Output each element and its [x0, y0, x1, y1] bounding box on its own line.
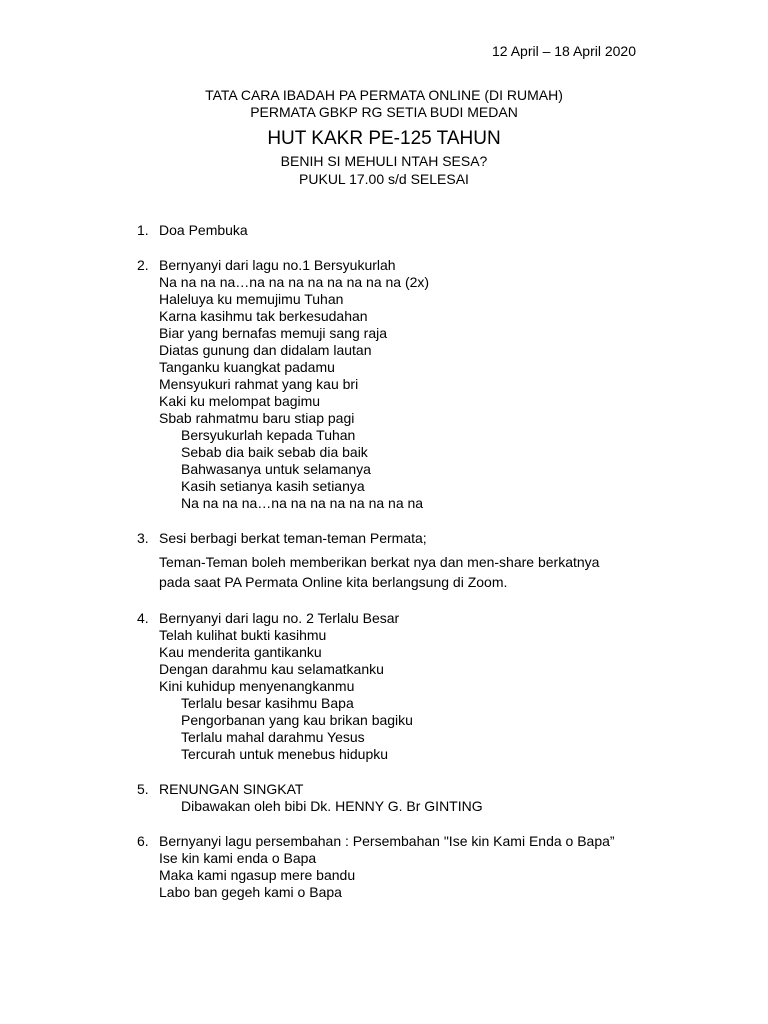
lyric-line: Diatas gunung dan didalam lautan — [159, 342, 372, 358]
header-line-1: TATA CARA IBADAH PA PERMATA ONLINE (DI RUMAH) — [205, 87, 563, 103]
paragraph-line: pada saat PA Permata Online kita berlangsung di Zoom. — [159, 574, 508, 590]
refrain-line: Bahwasanya untuk selamanya — [181, 461, 371, 477]
lyric-line: Ise kin kami enda o Bapa — [159, 850, 317, 866]
document-time: PUKUL 17.00 s/d SELESAI — [299, 171, 469, 187]
lyric-line: Na na na na…na na na na na na na na (2x) — [159, 274, 430, 290]
refrain-line: Na na na na…na na na na na na na na — [181, 495, 424, 511]
item-paragraph — [159, 552, 737, 592]
refrain-line: Bersyukurlah kepada Tuhan — [181, 427, 356, 443]
speaker-line: Dibawakan oleh bibi Dk. HENNY G. Br GINTING — [181, 798, 483, 814]
item-title: Bernyanyi dari lagu no.1 Bersyukurlah — [159, 257, 396, 273]
lyric-line: Maka kami ngasup mere bandu — [159, 867, 356, 883]
list-item — [137, 257, 737, 512]
date-range: 12 April – 18 April 2020 — [492, 43, 636, 59]
refrain-line: Tercurah untuk menebus hidupku — [181, 746, 389, 762]
lyric-line: Biar yang bernafas memuji sang raja — [159, 325, 388, 341]
list-item — [137, 222, 737, 239]
lyric-line: Kaki ku melompat bagimu — [159, 393, 321, 409]
item-number: 4. — [137, 610, 149, 626]
item-title: Bernyanyi dari lagu no. 2 Terlalu Besar — [159, 610, 400, 626]
refrain-line: Terlalu besar kasihmu Bapa — [181, 695, 354, 711]
item-title: Sesi berbagi berkat teman-teman Permata; — [159, 530, 427, 546]
paragraph-line: Teman-Teman boleh memberikan berkat nya dan men-share berkatnya — [159, 554, 600, 570]
lyric-line: Dengan darahmu kau selamatkanku — [159, 661, 384, 677]
lyric-line: Kau menderita gantikanku — [159, 644, 322, 660]
lyric-line: Haleluya ku memujimu Tuhan — [159, 291, 344, 307]
document-title: HUT KAKR PE-125 TAHUN — [267, 128, 501, 149]
list-item — [137, 610, 737, 763]
item-number: 3. — [137, 530, 149, 546]
list-item — [137, 530, 737, 592]
list-item — [137, 781, 737, 815]
item-title: Doa Pembuka — [159, 222, 248, 238]
item-title: Bernyanyi lagu persembahan : Persembahan "Ise kin Kami Enda o Bapa” — [159, 833, 615, 849]
refrain-line: Pengorbanan yang kau brikan bagiku — [181, 712, 413, 728]
lyric-line: Karna kasihmu tak berkesudahan — [159, 308, 368, 324]
document-subtitle: BENIH SI MEHULI NTAH SESA? — [280, 153, 488, 169]
item-number: 2. — [137, 257, 149, 273]
item-number: 6. — [137, 833, 149, 849]
lyric-line: Telah kulihat bukti kasihmu — [159, 627, 327, 643]
order-of-service-list — [137, 222, 737, 901]
item-number: 5. — [137, 781, 149, 797]
header-line-2: PERMATA GBKP RG SETIA BUDI MEDAN — [250, 104, 518, 120]
item-title: RENUNGAN SINGKAT — [159, 781, 304, 797]
item-number: 1. — [137, 222, 149, 238]
lyric-line: Mensyukuri rahmat yang kau bri — [159, 376, 359, 392]
refrain-line: Kasih setianya kasih setianya — [181, 478, 365, 494]
lyric-line: Tanganku kuangkat padamu — [159, 359, 335, 375]
lyric-line: Sbab rahmatmu baru stiap pagi — [159, 410, 355, 426]
list-item — [137, 833, 737, 901]
lyric-line: Labo ban gegeh kami o Bapa — [159, 884, 342, 900]
refrain-line: Sebab dia baik sebab dia baik — [181, 444, 368, 460]
refrain-line: Terlalu mahal darahmu Yesus — [181, 729, 365, 745]
lyric-line: Kini kuhidup menyenangkanmu — [159, 678, 355, 694]
